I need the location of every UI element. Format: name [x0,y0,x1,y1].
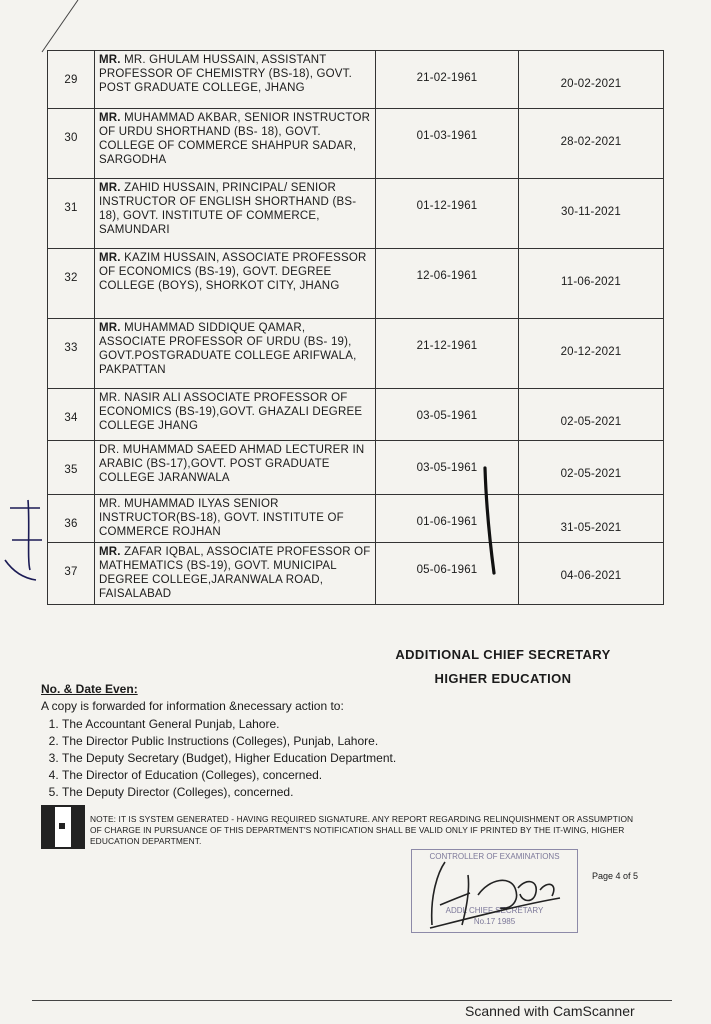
date-of-birth-cell: 05-06-1961 [376,543,519,605]
stamp-bottom-text-2: No.17 1985 [473,917,516,926]
officer-details: ZAHID HUSSAIN, PRINCIPAL/ SENIOR INSTRUCTOR OF ENGLISH SHORTHAND (BS-18), GOVT. INSTITUTE OF COMMERCE, SAMUNDARI [99,182,357,236]
date-of-birth-cell: 21-02-1961 [376,51,519,109]
officer-details: MR. GHULAM HUSSAIN, ASSISTANT PROFESSOR OF CHEMISTRY (BS-18), GOVT. POST GRADUATE COLLEGE, JHANG [99,54,352,94]
officer-details: DR. MUHAMMAD SAEED AHMAD LECTURER IN ARABIC (BS-17),GOVT. POST GRADUATE COLLEGE JARANWALA [99,444,365,484]
retirement-date-cell: 30-11-2021 [519,179,664,249]
retirement-date-cell: 02-05-2021 [519,389,664,441]
serial-number-cell: 35 [48,441,95,495]
recipient-item: 5. The Deputy Director (Colleges), concerned. [62,784,396,801]
officer-details: MUHAMMAD SIDDIQUE QAMAR, ASSOCIATE PROFESSOR OF URDU (BS- 19), GOVT.POSTGRADUATE COLLEGE ARIFWALA, PAKPATTAN [99,322,357,376]
serial-number-cell: 32 [48,249,95,319]
serial-number-cell: 29 [48,51,95,109]
pen-mark-left-bracket [5,500,42,580]
stamp-top-text: CONTROLLER OF EXAMINATIONS [429,852,560,861]
recipient-item: 1. The Accountant General Punjab, Lahore. [62,716,396,733]
date-of-birth-cell: 03-05-1961 [376,441,519,495]
retirement-date-cell: 20-02-2021 [519,51,664,109]
officer-title: MR. [99,182,121,194]
serial-number-cell: 30 [48,109,95,179]
officer-title: MR. [99,112,121,124]
date-of-birth-cell: 03-05-1961 [376,389,519,441]
recipient-item: 2. The Director Public Instructions (Colleges), Punjab, Lahore. [62,733,396,750]
retirement-date-cell: 04-06-2021 [519,543,664,605]
serial-number-cell: 37 [48,543,95,605]
retirement-date-cell: 28-02-2021 [519,109,664,179]
retirement-date-cell: 20-12-2021 [519,319,664,389]
recipient-item: 3. The Deputy Secretary (Budget), Higher Education Department. [62,750,396,767]
retirement-date-cell: 31-05-2021 [519,495,664,543]
date-of-birth-cell: 21-12-1961 [376,319,519,389]
recipient-item: 4. The Director of Education (Colleges), concerned. [62,767,396,784]
serial-number-cell: 31 [48,179,95,249]
serial-number-cell: 33 [48,319,95,389]
officer-title: MR. [99,322,121,334]
signature-mark [430,862,560,928]
officer-title: MR. [99,252,121,264]
retirement-date-cell: 11-06-2021 [519,249,664,319]
footer-rule [32,1000,672,1001]
camscanner-watermark: Scanned with CamScanner [465,1003,635,1019]
officer-details: MR. NASIR ALI ASSOCIATE PROFESSOR OF ECONOMICS (BS-19),GOVT. GHAZALI DEGREE COLLEGE JHANG [99,392,363,432]
pen-mark-vertical [485,468,494,573]
no-and-date-label: No. & Date Even: [41,682,138,696]
serial-number-cell: 34 [48,389,95,441]
officer-details: KAZIM HUSSAIN, ASSOCIATE PROFESSOR OF ECONOMICS (BS-19), GOVT. DEGREE COLLEGE (BOYS), SHORKOT CITY, JHANG [99,252,367,292]
officer-details: ZAFAR IQBAL, ASSOCIATE PROFESSOR OF MATHEMATICS (BS-19), GOVT. MUNICIPAL DEGREE COLLEGE,JARANWALA ROAD, FAISALABAD [99,546,371,600]
system-note: NOTE: IT IS SYSTEM GENERATED - HAVING REQUIRED SIGNATURE. ANY REPORT REGARDING RELINQUISHMENT OR ASSUMPTION OF CHARGE IN PURSUANCE OF THIS DEPARTMENT'S NOTIFICATION SHALL BE VALID ONLY IF PRINTED BY THE IT-WING, HIGHER EDUCATION DEPARTMENT. [90,814,634,846]
officer-details: MUHAMMAD AKBAR, SENIOR INSTRUCTOR OF URDU SHORTHAND (BS- 18), GOVT. COLLEGE OF COMMERCE SHAHPUR SADAR, SARGODHA [99,112,371,166]
copy-forward-line: A copy is forwarded for information &necessary action to: [41,699,344,713]
date-of-birth-cell: 01-12-1961 [376,179,519,249]
signoff-line-2: HIGHER EDUCATION [434,671,572,686]
page-number: Page 4 of 5 [592,871,639,881]
date-of-birth-cell: 01-03-1961 [376,109,519,179]
stamp-bottom-text-1: ADDL CHIEF SECRETARY [445,906,544,915]
signoff-line-1: ADDITIONAL CHIEF SECRETARY [395,647,611,662]
officer-title: MR. [99,54,121,66]
serial-number-cell: 36 [48,495,95,543]
retirement-date-cell: 02-05-2021 [519,441,664,495]
date-of-birth-cell: 01-06-1961 [376,495,519,543]
date-of-birth-cell: 12-06-1961 [376,249,519,319]
officer-details: MR. MUHAMMAD ILYAS SENIOR INSTRUCTOR(BS-18), GOVT. INSTITUTE OF COMMERCE ROJHAN [99,498,344,538]
officer-title: MR. [99,546,121,558]
